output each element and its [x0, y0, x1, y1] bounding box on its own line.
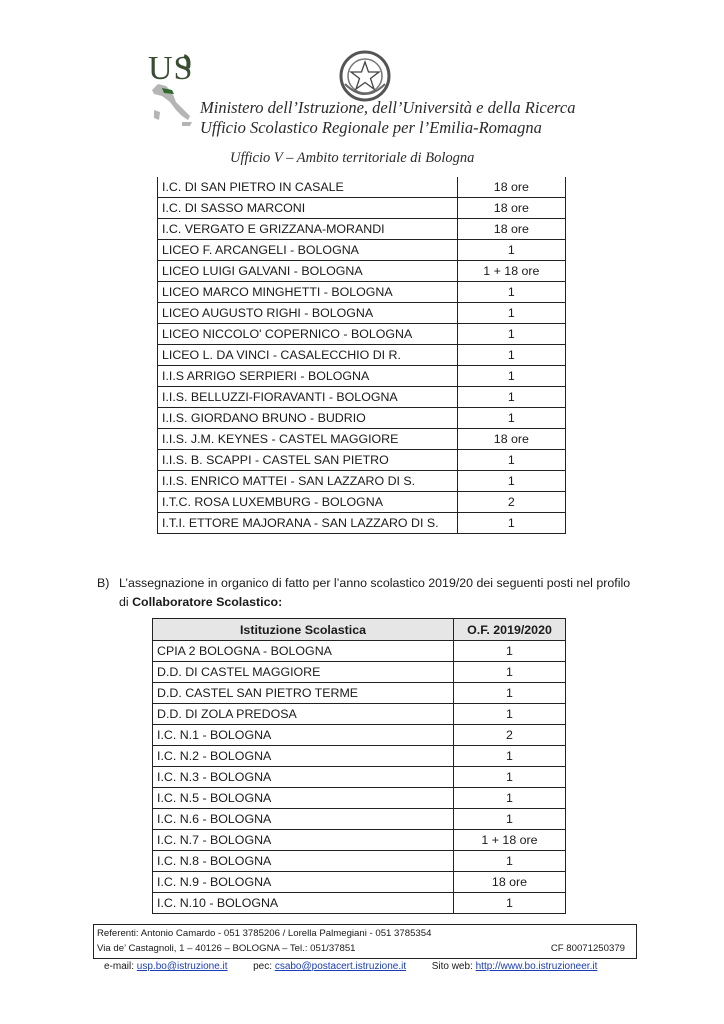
column-header-of: O.F. 2019/2020: [454, 619, 566, 641]
ministry-line-1: Ministero dell’Istruzione, dell’Università e della Ricerca: [200, 98, 576, 117]
school-name-cell: I.C. N.9 - BOLOGNA: [153, 872, 454, 893]
allocation-cell: 1: [457, 365, 565, 386]
website-link[interactable]: http://www.bo.istruzioneer.it: [475, 961, 598, 972]
table-row: [153, 872, 566, 893]
table-row: [158, 407, 566, 428]
school-name-cell: D.D. DI ZOLA PREDOSA: [153, 704, 454, 725]
allocation-cell: 18 ore: [457, 428, 565, 449]
allocation-cell: 2: [457, 491, 565, 512]
table-row: [158, 470, 566, 491]
school-name-cell: I.I.S. B. SCAPPI - CASTEL SAN PIETRO: [158, 449, 458, 470]
ministry-heading: [200, 98, 575, 138]
column-header-institution: Istituzione Scolastica: [153, 619, 454, 641]
table-row: [158, 512, 566, 533]
allocation-cell: 1: [457, 239, 565, 260]
section-b-text-line-2: [119, 592, 282, 612]
school-name-cell: I.I.S. ENRICO MATTEI - SAN LAZZARO DI S.: [158, 470, 458, 491]
collaboratore-table: [152, 618, 566, 914]
footer-address: Via de’ Castagnoli, 1 – 40126 – BOLOGNA – Tel.: 051/37851: [97, 943, 356, 954]
footer-address-row: [97, 942, 633, 957]
allocation-cell: 1: [454, 851, 566, 872]
allocation-cell: 1: [457, 302, 565, 323]
italy-map-icon: [148, 50, 204, 130]
table-row: [153, 830, 566, 851]
allocation-cell: 1: [454, 767, 566, 788]
table-row: [158, 449, 566, 470]
allocation-cell: 1: [457, 512, 565, 533]
table-row: [158, 218, 566, 239]
allocation-cell: 1: [457, 449, 565, 470]
republic-emblem-icon: [337, 48, 393, 104]
allocation-cell: 1: [457, 470, 565, 491]
office-line: Ufficio V – Ambito territoriale di Bologna: [230, 150, 475, 166]
allocation-cell: 2: [454, 725, 566, 746]
school-name-cell: LICEO F. ARCANGELI - BOLOGNA: [158, 239, 458, 260]
section-b-text-line-1: L’assegnazione in organico di fatto per l’anno scolastico 2019/20 dei seguenti posti nel profilo: [119, 576, 631, 590]
allocation-cell: 1 + 18 ore: [457, 260, 565, 281]
usr-logo: [148, 50, 204, 130]
pec-label: pec:: [253, 961, 273, 972]
table-row: [158, 491, 566, 512]
school-name-cell: I.C. N.3 - BOLOGNA: [153, 767, 454, 788]
table-row: [158, 281, 566, 302]
allocation-cell: 1: [454, 788, 566, 809]
allocation-cell: 18 ore: [457, 177, 565, 197]
allocation-cell: 18 ore: [454, 872, 566, 893]
table-row: [153, 725, 566, 746]
table-row: [158, 323, 566, 344]
table-row: [153, 767, 566, 788]
allocation-cell: 1: [457, 344, 565, 365]
school-name-cell: I.I.S. GIORDANO BRUNO - BUDRIO: [158, 407, 458, 428]
table-row: [158, 302, 566, 323]
table-row: [158, 344, 566, 365]
collaboratore-table-body: [153, 641, 566, 914]
school-name-cell: I.C. N.2 - BOLOGNA: [153, 746, 454, 767]
ministry-line-2: Ufficio Scolastico Regionale per l’Emilia-Romagna: [200, 118, 542, 137]
allocation-cell: 1: [457, 386, 565, 407]
allocation-cell: 1: [454, 809, 566, 830]
table-row: [153, 746, 566, 767]
allocation-cell: 18 ore: [457, 218, 565, 239]
section-b-marker: B): [97, 576, 110, 590]
school-name-cell: CPIA 2 BOLOGNA - BOLOGNA: [153, 641, 454, 662]
table-row: [153, 809, 566, 830]
table-row: [153, 851, 566, 872]
pec-link[interactable]: csabo@postacert.istruzione.it: [274, 961, 407, 972]
table-header-row: [153, 619, 566, 641]
school-name-cell: I.C. DI SASSO MARCONI: [158, 197, 458, 218]
allocation-cell: 1: [454, 662, 566, 683]
allocation-cell: 1: [454, 683, 566, 704]
footer-box: [93, 924, 637, 959]
allocation-cell: 1: [454, 641, 566, 662]
school-name-cell: I.I.S. BELLUZZI-FIORAVANTI - BOLOGNA: [158, 386, 458, 407]
school-name-cell: LICEO MARCO MINGHETTI - BOLOGNA: [158, 281, 458, 302]
table-row: [158, 177, 566, 197]
allocation-cell: 1: [457, 407, 565, 428]
table-row: [153, 641, 566, 662]
school-name-cell: I.C. N.5 - BOLOGNA: [153, 788, 454, 809]
school-name-cell: LICEO L. DA VINCI - CASALECCHIO DI R.: [158, 344, 458, 365]
allocation-cell: 1: [454, 704, 566, 725]
email-label: e-mail:: [104, 961, 135, 972]
school-name-cell: LICEO AUGUSTO RIGHI - BOLOGNA: [158, 302, 458, 323]
section-b-profile: Collaboratore Scolastico:: [132, 595, 283, 609]
school-name-cell: I.C. N.10 - BOLOGNA: [153, 893, 454, 914]
table-row: [158, 260, 566, 281]
table-row: [158, 386, 566, 407]
school-name-cell: I.C. N.6 - BOLOGNA: [153, 809, 454, 830]
school-name-cell: I.C. N.7 - BOLOGNA: [153, 830, 454, 851]
allocation-cell: 1 + 18 ore: [454, 830, 566, 851]
school-name-cell: D.D. CASTEL SAN PIETRO TERME: [153, 683, 454, 704]
allocation-cell: 18 ore: [457, 197, 565, 218]
email-link[interactable]: usp.bo@istruzione.it: [136, 961, 228, 972]
table-row: [153, 788, 566, 809]
school-name-cell: I.T.I. ETTORE MAJORANA - SAN LAZZARO DI S.: [158, 512, 458, 533]
table-row: [153, 683, 566, 704]
footer-contacts: [104, 961, 597, 972]
section-b-prefix: di: [119, 595, 133, 609]
table-row: [158, 428, 566, 449]
table-row: [153, 893, 566, 914]
table-row: [158, 239, 566, 260]
school-name-cell: LICEO NICCOLO' COPERNICO - BOLOGNA: [158, 323, 458, 344]
school-name-cell: I.C. DI SAN PIETRO IN CASALE: [158, 177, 458, 197]
school-name-cell: I.C. N.1 - BOLOGNA: [153, 725, 454, 746]
school-name-cell: I.T.C. ROSA LUXEMBURG - BOLOGNA: [158, 491, 458, 512]
web-label: Sito web:: [431, 961, 473, 972]
school-name-cell: I.I.S ARRIGO SERPIERI - BOLOGNA: [158, 365, 458, 386]
allocation-cell: 1: [454, 893, 566, 914]
schools-table-continued: [157, 177, 566, 534]
footer-cf: CF 80071250379: [550, 943, 625, 954]
allocation-cell: 1: [454, 746, 566, 767]
school-name-cell: D.D. DI CASTEL MAGGIORE: [153, 662, 454, 683]
school-name-cell: I.C. VERGATO E GRIZZANA-MORANDI: [158, 218, 458, 239]
allocation-cell: 1: [457, 281, 565, 302]
allocation-cell: 1: [457, 323, 565, 344]
schools-table-body: [158, 177, 566, 533]
table-row: [158, 365, 566, 386]
usr-logo-text: US: [148, 50, 194, 87]
table-row: [153, 704, 566, 725]
table-row: [153, 662, 566, 683]
school-name-cell: I.C. N.8 - BOLOGNA: [153, 851, 454, 872]
school-name-cell: LICEO LUIGI GALVANI - BOLOGNA: [158, 260, 458, 281]
table-row: [158, 197, 566, 218]
school-name-cell: I.I.S. J.M. KEYNES - CASTEL MAGGIORE: [158, 428, 458, 449]
footer-referents: Referenti: Antonio Camardo - 051 3785206 / Lorella Palmegiani - 051 3785354: [97, 928, 432, 939]
